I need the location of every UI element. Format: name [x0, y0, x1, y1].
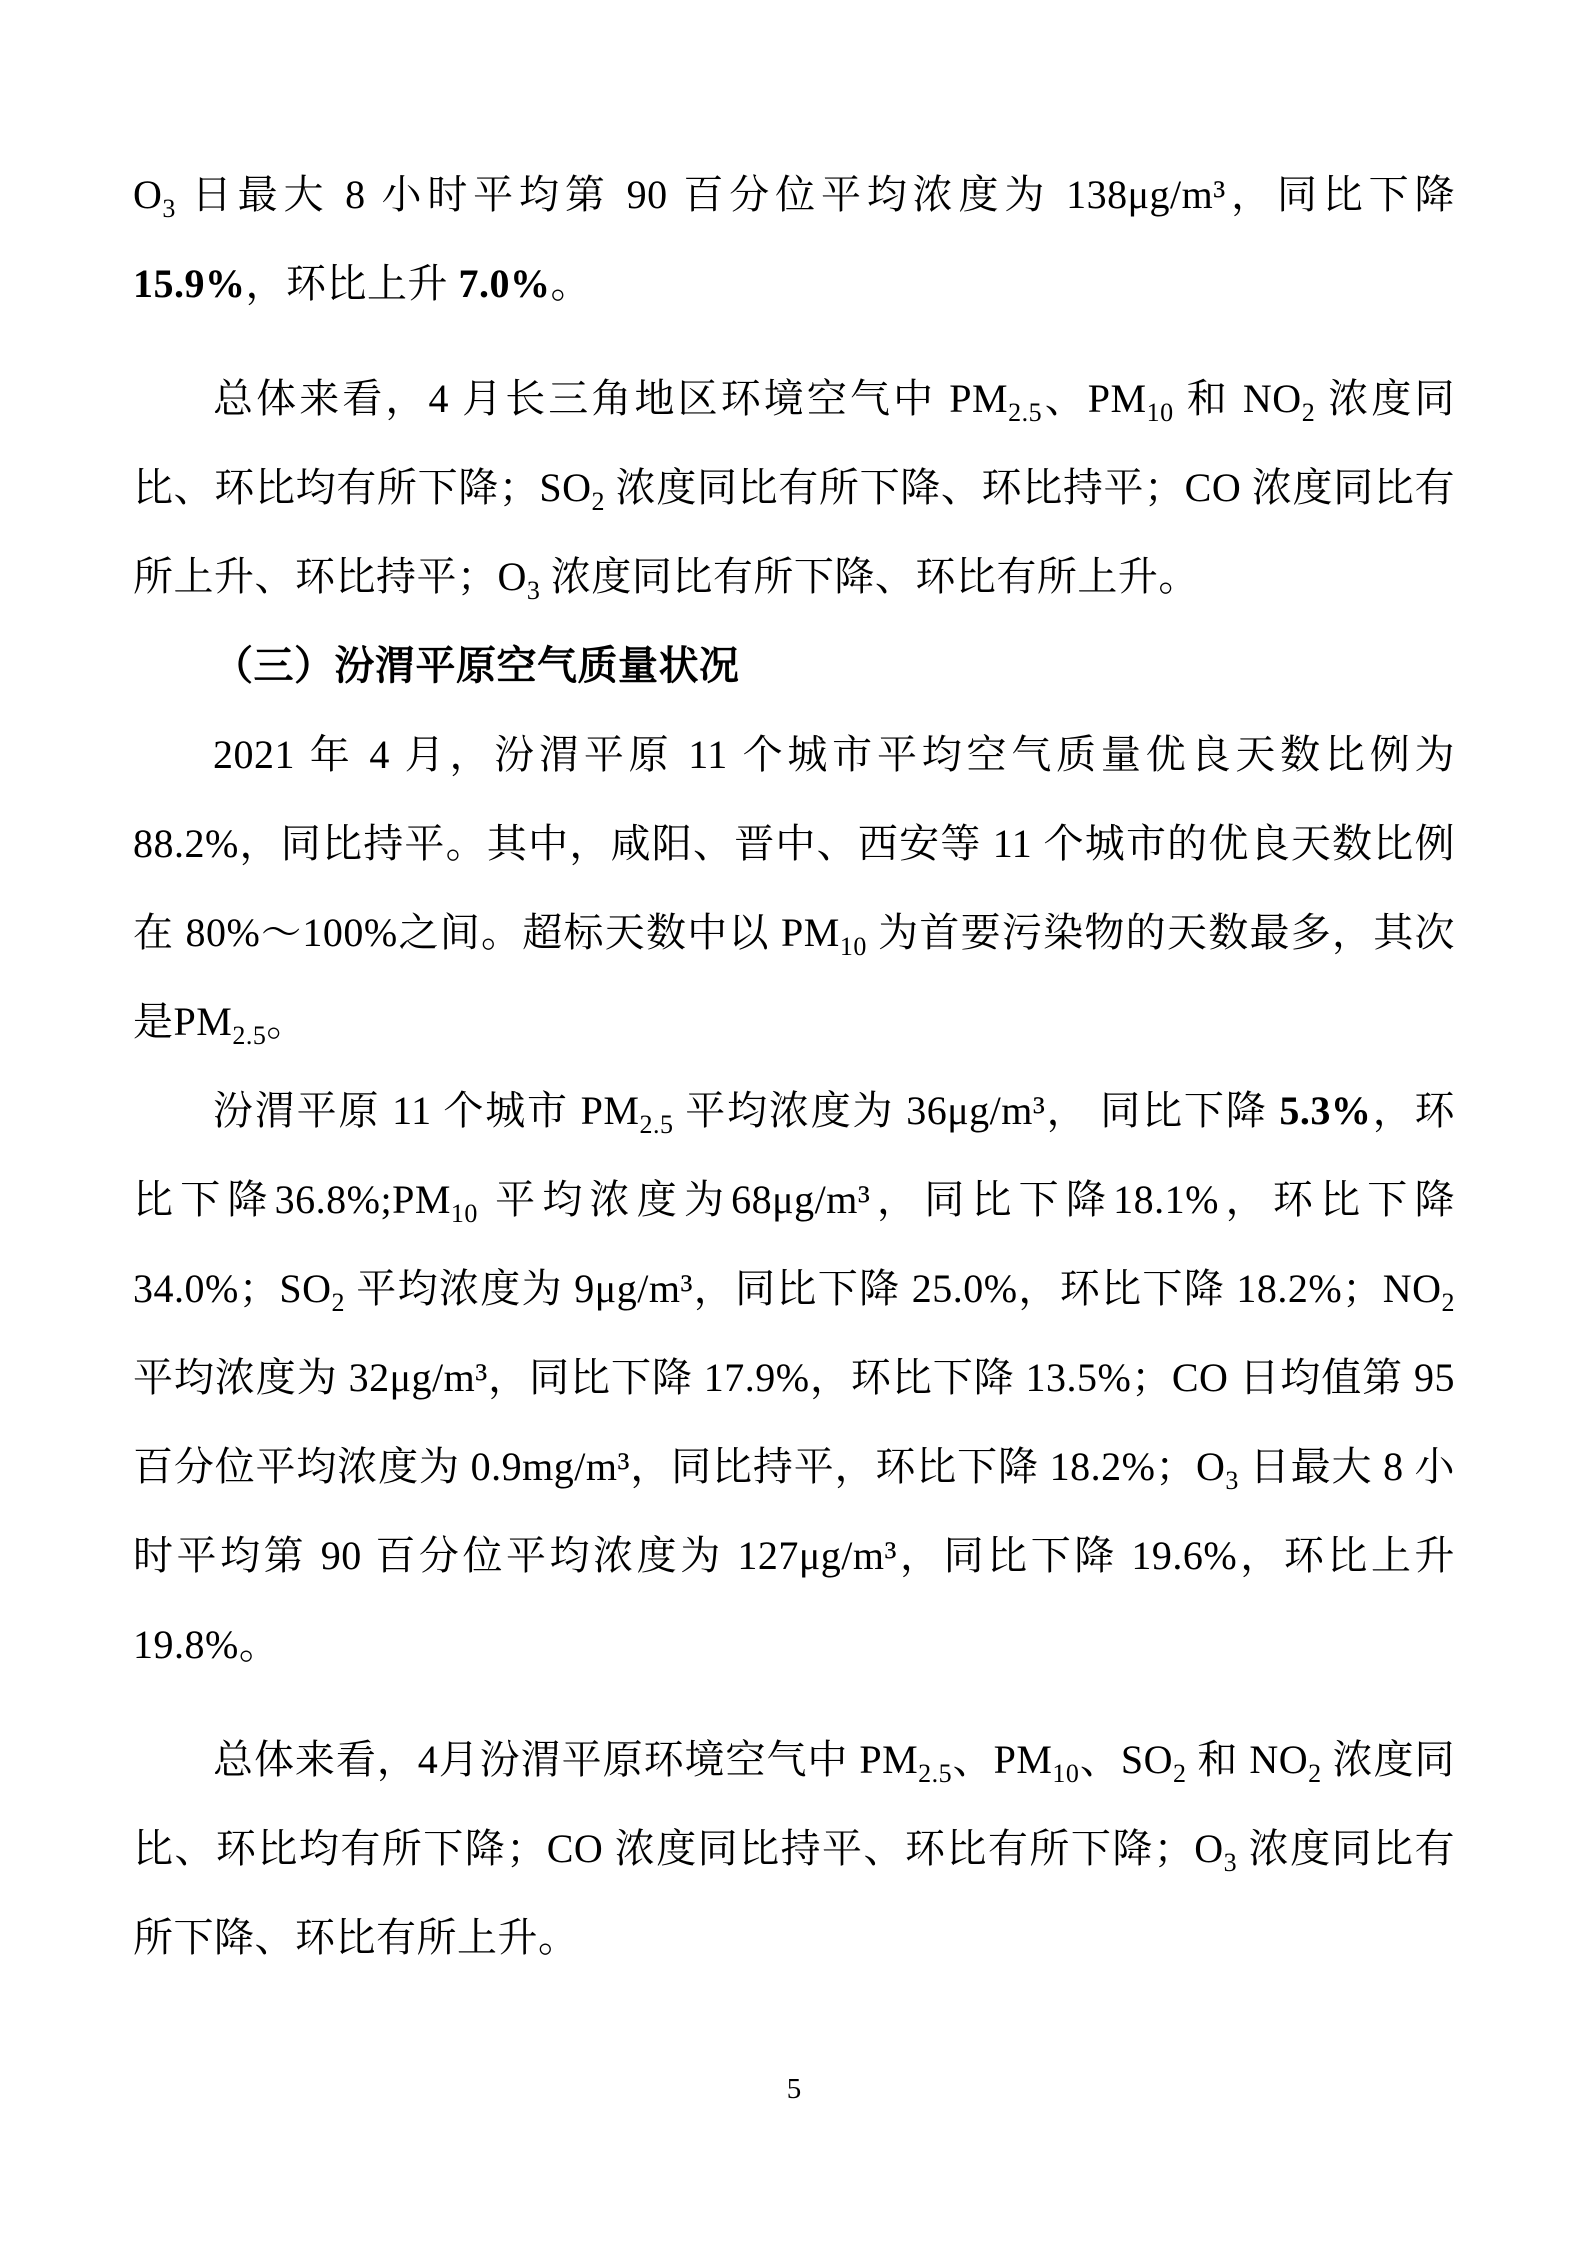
subscript-text: 2	[1172, 1759, 1187, 1788]
text-run: 。	[550, 261, 591, 306]
text-run: 为首要污染物的天数最多，其次是PM	[133, 910, 1456, 1044]
subscript-text: 2	[591, 487, 606, 516]
section-heading	[133, 621, 1455, 710]
subscript-text: 2.5	[232, 1021, 267, 1050]
paragraph	[133, 150, 1455, 328]
subscript-text: 3	[1223, 1848, 1238, 1877]
text-run: ，环比上升	[245, 261, 459, 306]
text-run: 、PM	[1042, 376, 1147, 421]
subscript-text: 2	[331, 1288, 345, 1317]
text-run: 平均浓度为68μg/m³，同比下降18.1%，环比下降 34.0%；SO	[133, 1177, 1456, 1311]
text-run: 、PM	[952, 1737, 1053, 1782]
text-run: 。	[266, 999, 307, 1044]
text-run: 浓度同比有所下降、环比有所上升。	[540, 554, 1199, 599]
subscript-text: 3	[526, 576, 541, 605]
text-run: 总体来看，4 月长三角地区环境空气中 PM	[213, 376, 1009, 421]
subscript-text: 2.5	[639, 1110, 674, 1139]
text-run: 和 NO	[1173, 376, 1302, 421]
text-run: 和 NO	[1186, 1737, 1309, 1782]
text-run: （三）汾渭平原空气质量状况	[213, 643, 740, 688]
subscript-text: 2	[1308, 1759, 1322, 1788]
subscript-text: 3	[1225, 1466, 1239, 1495]
page-number: 5	[786, 2073, 802, 2105]
text-run: 7.0%	[458, 261, 551, 306]
text-run: 浓度同比、环比均有所下降；SO	[133, 376, 1456, 510]
paragraph	[133, 354, 1455, 621]
text-run: 15.9%	[133, 261, 246, 306]
subscript-text: 3	[162, 194, 176, 223]
paragraph	[133, 710, 1455, 1066]
text-run: 日最大 8 小时平均第 90 百分位平均浓度为 138μg/m³，同比下降	[175, 172, 1455, 217]
text-run: 日最大 8 小时平均第 90 百分位平均浓度为 127μg/m³，同比下降 19.6%，环比上升 19.8%。	[133, 1444, 1456, 1667]
document-body	[133, 150, 1455, 1982]
subscript-text: 10	[1146, 398, 1174, 427]
text-run: O	[133, 172, 163, 217]
subscript-text: 2.5	[1008, 398, 1043, 427]
text-run: 5.3%	[1279, 1088, 1372, 1133]
text-run: 、SO	[1079, 1737, 1173, 1782]
paragraph	[133, 1066, 1455, 1689]
text-run: 浓度同比有所下降、环比有所上升。	[133, 1826, 1456, 1960]
text-run: 浓度同比、环比均有所下降；CO 浓度同比持平、环比有所下降；O	[133, 1737, 1456, 1871]
text-run: 总体来看，4月汾渭平原环境空气中 PM	[213, 1737, 919, 1782]
subscript-text: 10	[839, 932, 867, 961]
subscript-text: 2	[1301, 398, 1316, 427]
subscript-text: 2	[1441, 1288, 1455, 1317]
subscript-text: 10	[1052, 1759, 1080, 1788]
text-run: 浓度同比有所下降、环比持平；CO 浓度同比有所上升、环比持平；O	[133, 465, 1455, 599]
text-run: ，环比下降36.8%;PM	[133, 1088, 1456, 1222]
subscript-text: 2.5	[918, 1759, 953, 1788]
text-run: 平均浓度为 32μg/m³，同比下降 17.9%，环比下降 13.5%；CO 日均值第 95 百分位平均浓度为 0.9mg/m³，同比持平，环比下降 18.2%；O	[133, 1355, 1455, 1489]
paragraph	[133, 1715, 1455, 1982]
text-run: 平均浓度为 9μg/m³，同比下降 25.0%，环比下降 18.2%；NO	[344, 1266, 1442, 1311]
text-run: 2021 年 4 月，汾渭平原 11 个城市平均空气质量优良天数比例为 88.2%，同比持平。其中，咸阳、晋中、西安等 11 个城市的优良天数比例在 80%～100%之间。超标天数中以 PM	[133, 732, 1455, 955]
text-run: 平均浓度为 36μg/m³， 同比下降	[673, 1088, 1280, 1133]
subscript-text: 10	[450, 1199, 478, 1228]
text-run: 汾渭平原 11 个城市 PM	[213, 1088, 640, 1133]
